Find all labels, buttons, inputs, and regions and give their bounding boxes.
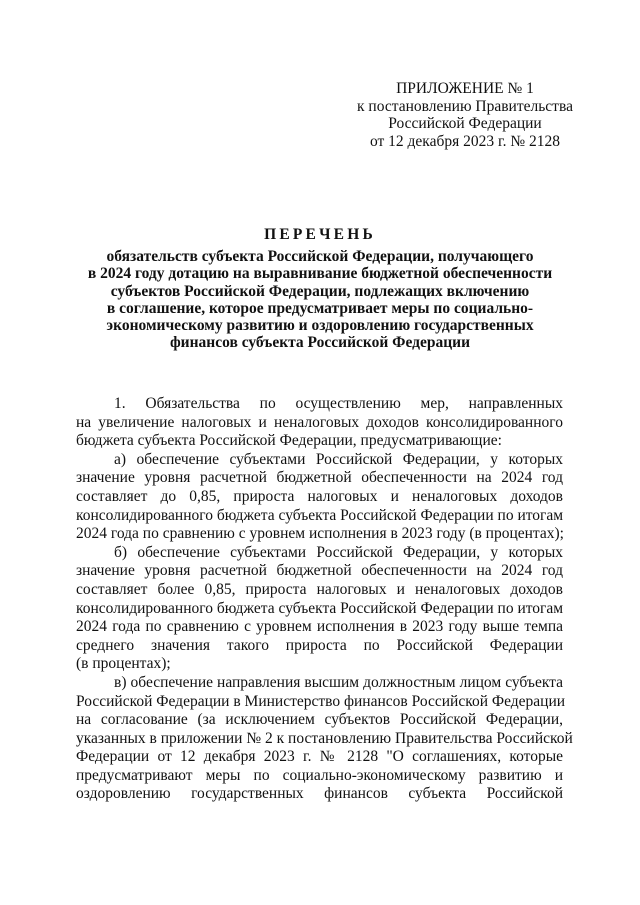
appendix-line: от 12 декабря 2023 г. № 2128 <box>369 132 561 150</box>
appendix-header <box>320 80 610 150</box>
text-line: (в процентах); <box>76 655 171 673</box>
text-line: в) обеспечение направления высшим должностным лицом субъекта <box>114 673 563 691</box>
document-subtitle <box>70 248 570 352</box>
text-line: предусматривают меры по социально-экономическому развитию и <box>76 766 563 784</box>
text-line: значение уровня расчетной бюджетной обеспеченности на 2024 год <box>76 562 563 580</box>
text-line: б) обеспечение субъектами Российской Федерации, у которых <box>114 543 563 561</box>
text-line: а) обеспечение субъектами Российской Федерации, у которых <box>114 450 563 468</box>
text-line: на увеличение налоговых и неналоговых доходов консолидированного <box>76 413 563 431</box>
text-line: на согласование (за исключением субъектов Российской Федерации, <box>76 711 563 729</box>
paragraph-v <box>76 673 573 804</box>
paragraph-b <box>76 544 563 674</box>
text-line: 1. Обязательства по осуществлению мер, направленных <box>114 395 563 412</box>
document-body <box>76 395 573 804</box>
text-line: консолидированного бюджета субъекта Российской Федерации по итогам <box>76 599 564 617</box>
text-line: Российской Федерации в Министерство финансов Российской Федерации <box>76 692 566 710</box>
text-line: консолидированного бюджета субъекта Российской Федерации по итогам <box>76 506 564 524</box>
subtitle-line: финансов субъекта Российской Федерации <box>169 334 471 352</box>
text-line: Федерации от 12 декабря 2023 г. № 2128 "О соглашениях, которые <box>76 748 563 766</box>
appendix-line: Российской Федерации <box>388 115 542 132</box>
text-line: составляет до 0,85, прироста налоговых и неналоговых доходов <box>76 487 563 505</box>
text-line: указанных в приложении № 2 к постановлению Правительства Российской <box>76 729 573 747</box>
subtitle-line: субъектов Российской Федерации, подлежащих включению <box>110 282 530 300</box>
subtitle-line: в соглашение, которое предусматривает меры по социально- <box>106 299 534 317</box>
text-line: бюджета субъекта Российской Федерации, предусматривающие: <box>76 432 502 450</box>
paragraph-a <box>76 451 563 544</box>
appendix-line: ПРИЛОЖЕНИЕ № 1 <box>396 80 534 97</box>
text-line: значение уровня расчетной бюджетной обеспеченности на 2024 год <box>76 469 563 487</box>
subtitle-line: экономическому развитию и оздоровлению государственных <box>106 317 534 335</box>
text-line: оздоровлению государственных финансов субъекта Российской <box>76 785 563 803</box>
text-line: среднего значения такого прироста по Российской Федерации <box>76 636 563 654</box>
text-line: 2024 года по сравнению с уровнем исполнения в 2023 году (в процентах); <box>76 525 564 543</box>
paragraph-1 <box>76 395 563 451</box>
appendix-line: к постановлению Правительства <box>357 97 573 115</box>
subtitle-line: обязательств субъекта Российской Федерации, получающего <box>106 248 534 265</box>
document-title: ПЕРЕЧЕНЬ <box>264 226 376 243</box>
subtitle-line: в 2024 году дотацию на выравнивание бюджетной обеспеченности <box>87 265 553 283</box>
text-line: 2024 года по сравнению с уровнем исполнения в 2023 году выше темпа <box>76 618 563 636</box>
text-line: составляет более 0,85, прироста налоговых и неналоговых доходов <box>76 580 563 598</box>
